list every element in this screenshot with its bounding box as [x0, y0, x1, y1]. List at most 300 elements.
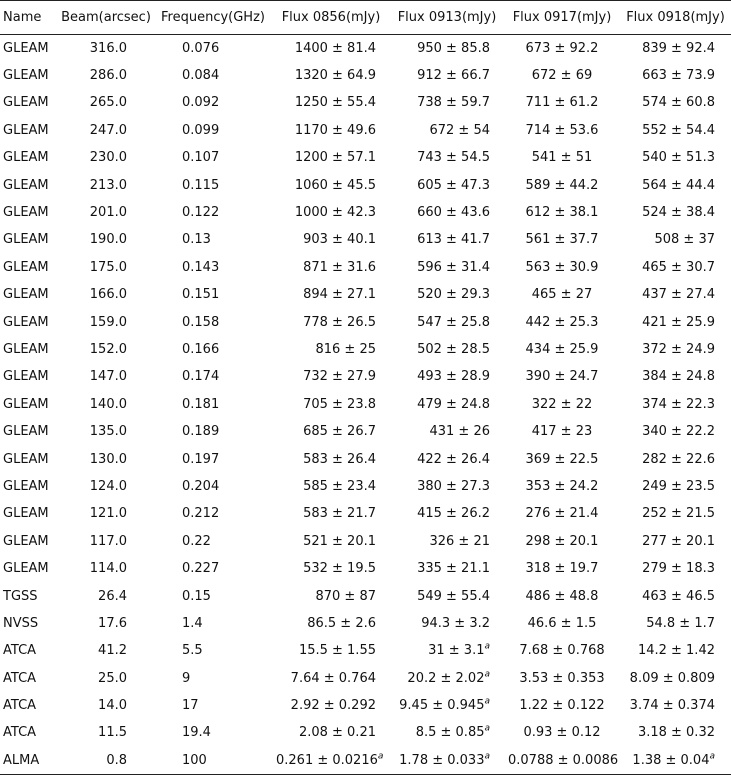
cell-flux-0917	[504, 582, 620, 609]
cell-flux-0913-value: 493 ± 28.9	[417, 369, 490, 385]
cell-flux-0918-value: 14.2 ± 1.42	[637, 643, 715, 659]
cell-flux-0917	[504, 555, 620, 582]
cell-flux-0913	[390, 363, 504, 390]
cell-frequency	[154, 747, 272, 774]
cell-flux-0856	[272, 171, 390, 198]
cell-name	[0, 226, 58, 253]
cell-flux-0856-value: 894 ± 27.1	[303, 287, 376, 303]
cell-flux-0917-value: 322 ± 22	[531, 396, 593, 412]
cell-flux-0918	[620, 445, 731, 472]
cell-flux-0917	[504, 637, 620, 664]
cell-flux-0913	[390, 692, 504, 719]
cell-name	[0, 35, 58, 62]
cell-flux-0917	[504, 692, 620, 719]
cell-frequency-value: 5.5	[182, 643, 203, 659]
cell-beam-value: 17.6	[98, 615, 127, 631]
cell-flux-0917	[504, 308, 620, 335]
cell-flux-0918-value: 540 ± 51.3	[642, 150, 715, 166]
cell-beam-value: 117.0	[89, 533, 127, 549]
cell-flux-0918-value: 372 ± 24.9	[642, 341, 715, 357]
cell-flux-0856-value: 15.5 ± 1.55	[298, 643, 376, 659]
cell-name	[0, 308, 58, 335]
cell-frequency-value: 0.204	[182, 478, 220, 494]
cell-beam	[58, 418, 154, 445]
cell-flux-0917	[504, 199, 620, 226]
cell-beam	[58, 171, 154, 198]
cell-flux-0918-value: 463 ± 46.5	[642, 588, 715, 604]
cell-beam	[58, 500, 154, 527]
cell-beam	[58, 144, 154, 171]
cell-flux-0918-value: 282 ± 22.6	[642, 451, 715, 467]
cell-flux-0917	[504, 528, 620, 555]
cell-frequency	[154, 144, 272, 171]
cell-flux-0856-value: 871 ± 31.6	[303, 259, 376, 275]
cell-name-value: NVSS	[3, 615, 39, 631]
cell-frequency	[154, 637, 272, 664]
table-row	[0, 418, 731, 445]
table-row	[0, 719, 731, 746]
cell-frequency-value: 0.197	[182, 451, 220, 467]
cell-name	[0, 144, 58, 171]
table-row	[0, 363, 731, 390]
cell-flux-0918	[620, 664, 731, 691]
cell-flux-0856	[272, 555, 390, 582]
cell-beam-value: 230.0	[89, 150, 127, 166]
cell-frequency	[154, 418, 272, 445]
cell-flux-0917	[504, 171, 620, 198]
cell-flux-0918	[620, 89, 731, 116]
cell-frequency	[154, 89, 272, 116]
cell-flux-0856-value: 1400 ± 81.4	[294, 40, 376, 56]
cell-flux-0856	[272, 89, 390, 116]
cell-flux-0856-value: 1060 ± 45.5	[294, 177, 376, 193]
cell-beam	[58, 719, 154, 746]
cell-flux-0918-value: 564 ± 44.4	[642, 177, 715, 193]
cell-beam	[58, 692, 154, 719]
cell-name-value: ATCA	[3, 725, 37, 741]
cell-beam-value: 124.0	[89, 478, 127, 494]
cell-frequency	[154, 336, 272, 363]
cell-flux-0913-value: 31 ± 3.1	[428, 643, 485, 659]
table-row	[0, 308, 731, 335]
cell-flux-0856	[272, 719, 390, 746]
cell-flux-0917	[504, 89, 620, 116]
table-row	[0, 500, 731, 527]
cell-frequency-value: 0.122	[182, 205, 220, 221]
cell-flux-0913	[390, 254, 504, 281]
cell-name-value: GLEAM	[3, 533, 49, 549]
cell-name	[0, 418, 58, 445]
cell-flux-0856	[272, 473, 390, 500]
cell-flux-0917-value: 486 ± 48.8	[525, 588, 599, 604]
cell-flux-0917-value: 0.0788 ± 0.0086	[508, 752, 619, 768]
cell-flux-0856	[272, 35, 390, 62]
cell-frequency-value: 0.181	[182, 396, 220, 412]
cell-frequency-value: 19.4	[182, 725, 211, 741]
cell-frequency	[154, 582, 272, 609]
cell-name	[0, 62, 58, 89]
cell-name-value: GLEAM	[3, 561, 49, 577]
cell-name	[0, 117, 58, 144]
cell-flux-0913	[390, 528, 504, 555]
cell-beam-value: 190.0	[89, 232, 127, 248]
cell-frequency-value: 0.174	[182, 369, 220, 385]
cell-flux-0856	[272, 199, 390, 226]
cell-flux-0856-value: 870 ± 87	[315, 588, 376, 604]
cell-flux-0913	[390, 62, 504, 89]
cell-beam	[58, 254, 154, 281]
cell-name-value: ATCA	[3, 670, 37, 686]
cell-flux-0917-value: 353 ± 24.2	[525, 478, 599, 494]
cell-flux-0918	[620, 637, 731, 664]
cell-name-value: ATCA	[3, 643, 37, 659]
cell-flux-0913-value: 326 ± 21	[429, 533, 490, 549]
cell-frequency-value: 0.15	[182, 588, 211, 604]
cell-flux-0918-value: 1.38 ± 0.04	[632, 752, 710, 768]
table-row	[0, 199, 731, 226]
cell-flux-0913	[390, 445, 504, 472]
cell-flux-0913	[390, 391, 504, 418]
cell-flux-0917	[504, 35, 620, 62]
cell-frequency	[154, 692, 272, 719]
cell-frequency	[154, 473, 272, 500]
cell-flux-0913-value: 738 ± 59.7	[417, 95, 490, 111]
cell-flux-0913-value: 94.3 ± 3.2	[421, 615, 490, 631]
cell-flux-0856-value: 521 ± 20.1	[303, 533, 376, 549]
cell-flux-0917-value: 465 ± 27	[531, 287, 593, 303]
table-row	[0, 664, 731, 691]
cell-flux-0856-value: 732 ± 27.9	[303, 369, 376, 385]
cell-flux-0856	[272, 418, 390, 445]
cell-flux-0917-value: 434 ± 25.9	[525, 341, 599, 357]
cell-flux-0856-value: 705 ± 23.8	[303, 396, 376, 412]
cell-name-value: ATCA	[3, 698, 37, 714]
cell-flux-0918	[620, 610, 731, 637]
cell-flux-0913-value: 9.45 ± 0.945	[399, 698, 485, 714]
header-flux-0913: Flux 0913(mJy)	[397, 10, 497, 25]
cell-frequency-value: 100	[182, 752, 207, 768]
table-row	[0, 391, 731, 418]
cell-flux-0856-value: 583 ± 21.7	[303, 506, 376, 522]
cell-flux-0856-value: 2.92 ± 0.292	[290, 698, 376, 714]
cell-flux-0856-value: 685 ± 26.7	[303, 424, 376, 440]
footnote-marker: a	[484, 724, 490, 735]
cell-frequency-value: 0.092	[182, 95, 220, 111]
cell-name	[0, 254, 58, 281]
cell-name-value: GLEAM	[3, 287, 49, 303]
cell-flux-0913-value: 613 ± 41.7	[417, 232, 490, 248]
cell-flux-0917	[504, 610, 620, 637]
cell-beam-value: 159.0	[89, 314, 127, 330]
cell-beam	[58, 528, 154, 555]
cell-flux-0856-value: 903 ± 40.1	[303, 232, 376, 248]
cell-flux-0913-value: 431 ± 26	[429, 424, 490, 440]
cell-name-value: ALMA	[3, 752, 40, 768]
cell-beam	[58, 89, 154, 116]
table-row	[0, 62, 731, 89]
cell-name	[0, 555, 58, 582]
cell-flux-0913	[390, 555, 504, 582]
cell-beam-value: 135.0	[89, 424, 127, 440]
footnote-marker: a	[377, 751, 384, 762]
cell-beam	[58, 473, 154, 500]
cell-flux-0913-value: 8.5 ± 0.85	[415, 725, 485, 741]
cell-flux-0918-value: 524 ± 38.4	[642, 205, 715, 221]
cell-beam-value: 175.0	[89, 259, 127, 275]
cell-beam	[58, 62, 154, 89]
cell-flux-0917	[504, 445, 620, 472]
cell-frequency-value: 0.227	[182, 561, 220, 577]
cell-flux-0856	[272, 363, 390, 390]
table-header-row	[0, 1, 731, 35]
cell-flux-0856-value: 532 ± 19.5	[303, 561, 376, 577]
cell-name-value: GLEAM	[3, 122, 49, 138]
cell-frequency-value: 0.158	[182, 314, 220, 330]
table-row	[0, 582, 731, 609]
cell-flux-0913-value: 549 ± 55.4	[417, 588, 490, 604]
cell-flux-0913	[390, 308, 504, 335]
cell-name	[0, 528, 58, 555]
cell-name-value: GLEAM	[3, 451, 49, 467]
cell-flux-0917	[504, 500, 620, 527]
cell-flux-0917	[504, 363, 620, 390]
cell-frequency	[154, 35, 272, 62]
table-row	[0, 528, 731, 555]
cell-beam-value: 166.0	[89, 287, 127, 303]
cell-beam	[58, 747, 154, 774]
cell-name-value: GLEAM	[3, 177, 49, 193]
cell-flux-0913	[390, 473, 504, 500]
cell-flux-0917	[504, 62, 620, 89]
cell-flux-0917-value: 7.68 ± 0.768	[519, 643, 605, 659]
cell-flux-0913-value: 605 ± 47.3	[417, 177, 490, 193]
table-row	[0, 226, 731, 253]
cell-name	[0, 391, 58, 418]
cell-flux-0917-value: 318 ± 19.7	[525, 561, 599, 577]
cell-flux-0856	[272, 445, 390, 472]
cell-name-value: GLEAM	[3, 314, 49, 330]
cell-frequency	[154, 308, 272, 335]
cell-flux-0918	[620, 528, 731, 555]
cell-frequency	[154, 500, 272, 527]
cell-flux-0918	[620, 500, 731, 527]
cell-flux-0913-value: 380 ± 27.3	[417, 478, 490, 494]
cell-flux-0918	[620, 363, 731, 390]
cell-flux-0917	[504, 473, 620, 500]
cell-flux-0856-value: 0.261 ± 0.0216	[276, 752, 378, 768]
cell-frequency-value: 0.084	[182, 68, 220, 84]
cell-flux-0917	[504, 664, 620, 691]
table-row	[0, 555, 731, 582]
cell-flux-0856-value: 585 ± 23.4	[303, 478, 376, 494]
cell-flux-0856	[272, 692, 390, 719]
footnote-marker: a	[484, 751, 490, 762]
cell-flux-0913-value: 415 ± 26.2	[417, 506, 490, 522]
cell-beam	[58, 281, 154, 308]
cell-flux-0918	[620, 308, 731, 335]
cell-flux-0918-value: 421 ± 25.9	[642, 314, 715, 330]
header-flux-0918: Flux 0918(mJy)	[626, 10, 725, 25]
cell-name	[0, 692, 58, 719]
cell-flux-0918-value: 508 ± 37	[654, 232, 715, 248]
cell-name-value: GLEAM	[3, 478, 49, 494]
cell-flux-0917-value: 711 ± 61.2	[525, 95, 599, 111]
cell-flux-0917-value: 298 ± 20.1	[525, 533, 599, 549]
cell-beam	[58, 664, 154, 691]
footnote-marker: a	[484, 696, 490, 707]
cell-flux-0856-value: 1320 ± 64.9	[294, 68, 376, 84]
cell-flux-0918	[620, 281, 731, 308]
cell-beam	[58, 226, 154, 253]
cell-name	[0, 500, 58, 527]
cell-name	[0, 171, 58, 198]
cell-frequency-value: 9	[182, 670, 191, 686]
cell-beam-value: 41.2	[98, 643, 127, 659]
cell-flux-0917-value: 417 ± 23	[531, 424, 593, 440]
cell-flux-0913-value: 335 ± 21.1	[417, 561, 490, 577]
cell-flux-0856-value: 778 ± 26.5	[303, 314, 376, 330]
cell-flux-0917-value: 563 ± 30.9	[525, 259, 599, 275]
cell-flux-0917-value: 442 ± 25.3	[525, 314, 599, 330]
cell-flux-0856	[272, 637, 390, 664]
cell-flux-0913	[390, 144, 504, 171]
cell-beam	[58, 308, 154, 335]
cell-frequency	[154, 610, 272, 637]
cell-beam-value: 11.5	[98, 725, 127, 741]
cell-flux-0856	[272, 500, 390, 527]
cell-flux-0918-value: 465 ± 30.7	[642, 259, 715, 275]
cell-beam	[58, 117, 154, 144]
cell-frequency-value: 0.143	[182, 259, 220, 275]
cell-frequency-value: 0.115	[182, 177, 220, 193]
cell-frequency	[154, 719, 272, 746]
cell-flux-0918-value: 3.74 ± 0.374	[629, 698, 715, 714]
cell-beam-value: 201.0	[89, 205, 127, 221]
cell-flux-0917-value: 3.53 ± 0.353	[519, 670, 605, 686]
cell-frequency	[154, 171, 272, 198]
cell-flux-0917-value: 561 ± 37.7	[525, 232, 599, 248]
cell-name-value: GLEAM	[3, 506, 49, 522]
cell-flux-0918	[620, 199, 731, 226]
table-row	[0, 637, 731, 664]
cell-flux-0913-value: 660 ± 43.6	[417, 205, 490, 221]
cell-frequency	[154, 445, 272, 472]
cell-flux-0918	[620, 391, 731, 418]
cell-beam-value: 213.0	[89, 177, 127, 193]
table-row	[0, 445, 731, 472]
cell-beam-value: 26.4	[98, 588, 127, 604]
cell-name-value: GLEAM	[3, 68, 49, 84]
cell-beam-value: 14.0	[98, 698, 127, 714]
cell-flux-0913	[390, 610, 504, 637]
cell-frequency-value: 1.4	[182, 615, 203, 631]
cell-beam-value: 147.0	[89, 369, 127, 385]
cell-flux-0913-value: 672 ± 54	[429, 122, 490, 138]
cell-beam-value: 247.0	[89, 122, 127, 138]
cell-flux-0917-value: 369 ± 22.5	[525, 451, 599, 467]
cell-beam-value: 114.0	[89, 561, 127, 577]
cell-frequency-value: 0.13	[182, 232, 211, 248]
cell-flux-0917-value: 0.93 ± 0.12	[523, 725, 601, 741]
cell-flux-0856	[272, 664, 390, 691]
cell-flux-0913	[390, 199, 504, 226]
cell-frequency-value: 0.166	[182, 341, 220, 357]
cell-flux-0917	[504, 144, 620, 171]
cell-flux-0856	[272, 391, 390, 418]
cell-frequency	[154, 62, 272, 89]
cell-frequency	[154, 199, 272, 226]
cell-name	[0, 281, 58, 308]
cell-frequency-value: 0.22	[182, 533, 211, 549]
cell-flux-0856-value: 1170 ± 49.6	[294, 122, 376, 138]
cell-name	[0, 582, 58, 609]
cell-flux-0913-value: 912 ± 66.7	[417, 68, 490, 84]
cell-flux-0918	[620, 582, 731, 609]
cell-flux-0856	[272, 254, 390, 281]
cell-flux-0917	[504, 747, 620, 774]
cell-flux-0856-value: 583 ± 26.4	[303, 451, 376, 467]
cell-flux-0918	[620, 226, 731, 253]
cell-flux-0917	[504, 391, 620, 418]
cell-name	[0, 89, 58, 116]
cell-flux-0917-value: 714 ± 53.6	[525, 122, 599, 138]
cell-beam	[58, 391, 154, 418]
cell-name	[0, 363, 58, 390]
cell-flux-0918-value: 3.18 ± 0.32	[637, 725, 715, 741]
cell-flux-0856-value: 1250 ± 55.4	[294, 95, 376, 111]
cell-flux-0918	[620, 171, 731, 198]
cell-flux-0917-value: 46.6 ± 1.5	[527, 615, 597, 631]
cell-frequency-value: 0.076	[182, 40, 220, 56]
cell-flux-0913	[390, 747, 504, 774]
header-flux-0856: Flux 0856(mJy)	[281, 10, 381, 25]
table-row	[0, 747, 731, 774]
cell-flux-0913	[390, 281, 504, 308]
cell-flux-0913	[390, 89, 504, 116]
cell-frequency	[154, 281, 272, 308]
header-name: Name	[3, 10, 42, 25]
cell-name-value: TGSS	[3, 588, 38, 604]
header-flux-0917: Flux 0917(mJy)	[512, 10, 612, 25]
table-row	[0, 254, 731, 281]
cell-flux-0913	[390, 336, 504, 363]
cell-flux-0918	[620, 62, 731, 89]
header-beam: Beam(arcsec)	[61, 10, 151, 25]
cell-frequency	[154, 363, 272, 390]
cell-flux-0856	[272, 528, 390, 555]
cell-frequency-value: 0.212	[182, 506, 220, 522]
cell-flux-0856-value: 2.08 ± 0.21	[298, 725, 376, 741]
cell-frequency	[154, 117, 272, 144]
cell-flux-0856	[272, 117, 390, 144]
table-row	[0, 171, 731, 198]
cell-flux-0917	[504, 418, 620, 445]
cell-flux-0918	[620, 719, 731, 746]
cell-flux-0917	[504, 336, 620, 363]
cell-flux-0913-value: 479 ± 24.8	[417, 396, 490, 412]
cell-name-value: GLEAM	[3, 259, 49, 275]
cell-beam-value: 265.0	[89, 95, 127, 111]
cell-flux-0918-value: 340 ± 22.2	[642, 424, 715, 440]
cell-flux-0918	[620, 692, 731, 719]
table-row	[0, 473, 731, 500]
cell-beam-value: 130.0	[89, 451, 127, 467]
table-body	[0, 35, 731, 775]
cell-flux-0917-value: 672 ± 69	[531, 68, 593, 84]
cell-flux-0913	[390, 664, 504, 691]
cell-flux-0918-value: 249 ± 23.5	[642, 478, 715, 494]
cell-beam	[58, 35, 154, 62]
